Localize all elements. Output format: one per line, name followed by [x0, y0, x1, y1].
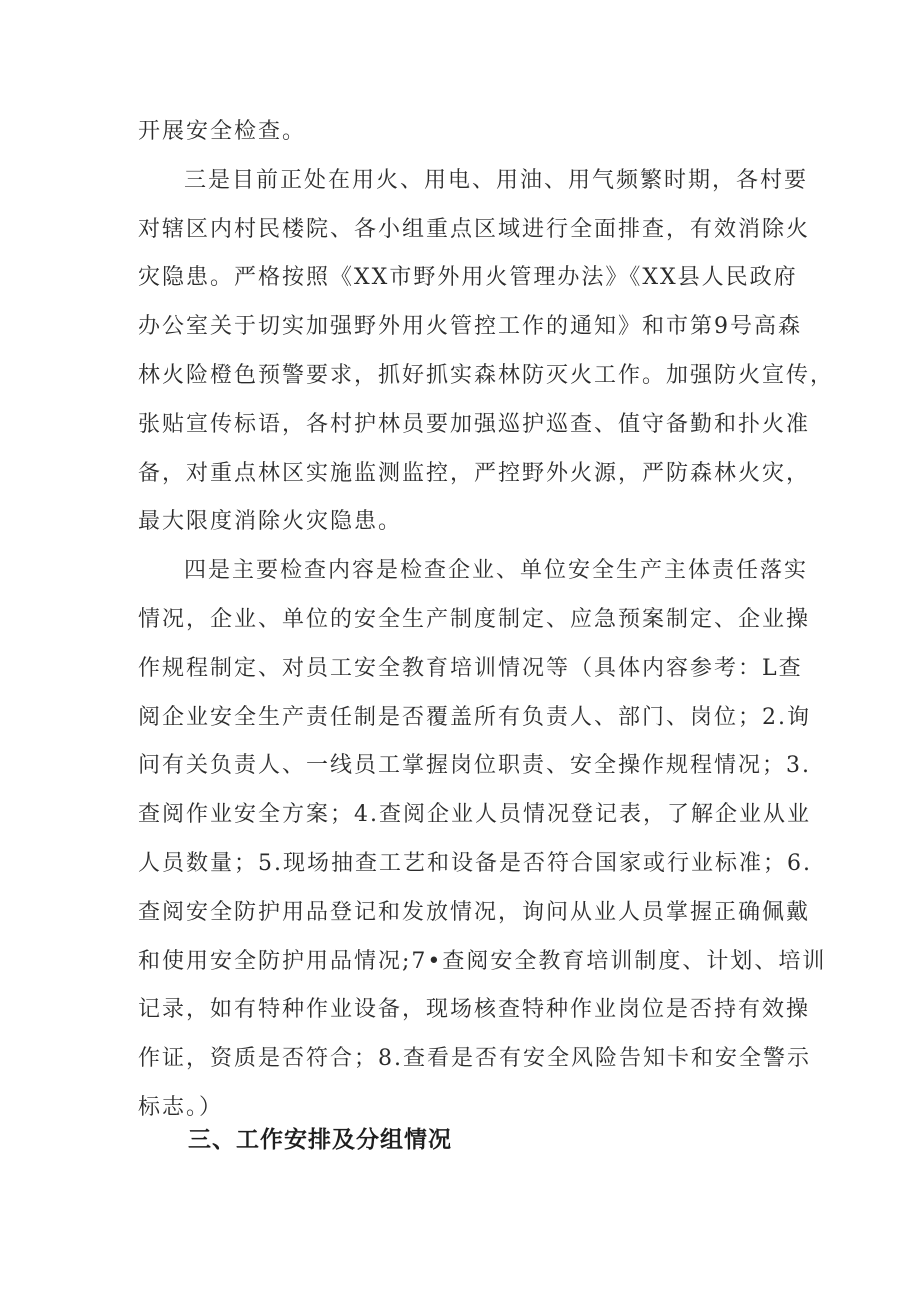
paragraph-line: 林火险橙色预警要求，抓好抓实森林防灭火工作。加强防火宣传， — [138, 362, 835, 388]
paragraph-line: 人员数量；5.现场抽查工艺和设备是否符合国家或行业标准；6. — [138, 850, 812, 876]
paragraph-line: 作证，资质是否符合；8.查看是否有安全风险告知卡和安全警示 — [138, 1046, 811, 1072]
paragraph-line: 备，对重点林区实施监测监控，严控野外火源，严防森林火灾， — [138, 460, 811, 486]
paragraph-line: 查阅作业安全方案；4.查阅企业人员情况登记表，了解企业从业 — [138, 802, 811, 828]
paragraph-line: 查阅安全防护用品登记和发放情况，询问从业人员掌握正确佩戴 — [138, 899, 811, 925]
paragraph-line: 对辖区内村民楼院、各小组重点区域进行全面排查，有效消除火 — [138, 216, 811, 242]
paragraph-line: 开展安全检查。 — [138, 119, 307, 144]
paragraph-line: 最大限度消除火灾隐患。 — [138, 509, 403, 535]
paragraph-line: 和使用安全防护用品情况;7•查阅安全教育培训制度、计划、培训 — [138, 948, 827, 974]
document-body — [138, 108, 835, 1133]
paragraph-line: 办公室关于切实加强野外用火管控工作的通知》和市第9号高森 — [138, 314, 802, 340]
paragraph-line: 阅企业安全生产责任制是否覆盖所有负责人、部门、岗位；2.询 — [138, 704, 811, 730]
paragraph-line: 灾隐患。严格按照《XX市野外用火管理办法》《XX县人民政府 — [138, 265, 798, 291]
paragraph-line: 张贴宣传标语，各村护林员要加强巡护巡查、值守备勤和扑火准 — [138, 411, 811, 437]
paragraph-line: 四是主要检查内容是检查企业、单位安全生产主体责任落实 — [184, 558, 809, 584]
paragraph-line: 作规程制定、对员工安全教育培训情况等（具体内容参考：L查 — [138, 655, 803, 681]
paragraph-line: 情况，企业、单位的安全生产制度制定、应急预案制定、企业操 — [138, 606, 811, 632]
paragraph-line: 问有关负责人、一线员工掌握岗位职责、安全操作规程情况；3. — [138, 753, 811, 779]
section-heading: 三、工作安排及分组情况 — [188, 1127, 452, 1153]
paragraph-line: 记录，如有特种作业设备，现场核查特种作业岗位是否持有效操 — [138, 997, 811, 1023]
paragraph-line: 标志。） — [138, 1094, 224, 1120]
paragraph-line: 三是目前正处在用火、用电、用油、用气频繁时期，各村要 — [184, 167, 809, 193]
